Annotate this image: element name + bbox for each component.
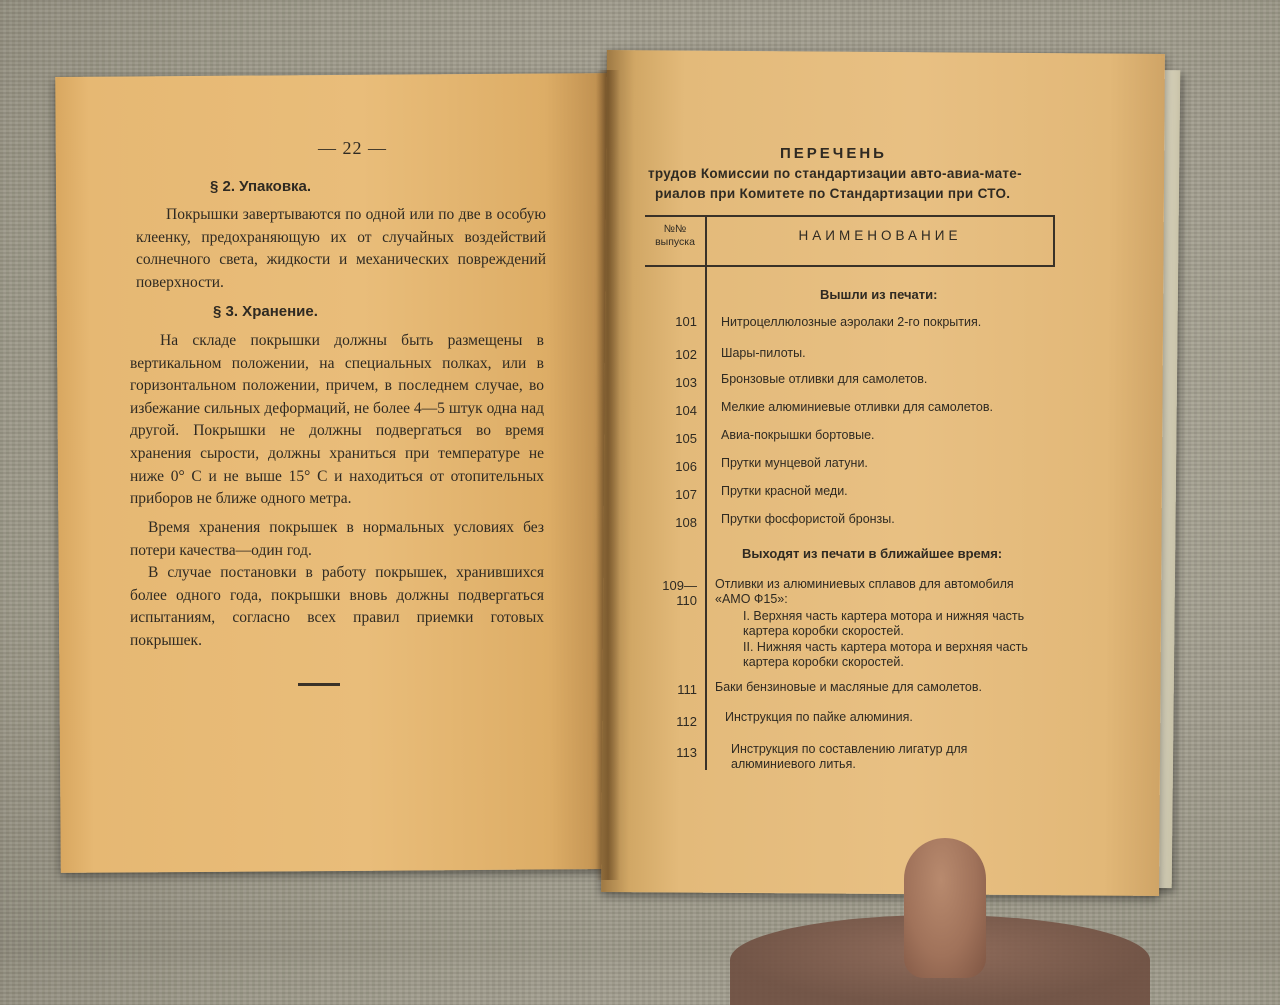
table-row-name: Отливки из алюминиевых сплавов для автомобиля «АМО Ф15»: [715, 577, 1014, 606]
book-gutter [596, 70, 620, 880]
table-row-number: 109—110 [662, 578, 697, 608]
table-row-name: Прутки фосфористой бронзы. [721, 512, 895, 526]
table-row-name: Авиа-покрышки бортовые. [721, 428, 875, 442]
table-row-number: 104 [675, 403, 697, 418]
list-subtitle-line-2: риалов при Комитете по Стандартизации при СТО. [655, 186, 1011, 201]
column-header-number: №№ выпуска [655, 223, 695, 248]
end-rule [298, 683, 340, 686]
table-row-name: Инструкция по составлению лигатур для алюминиевого литья. [731, 742, 968, 771]
table-column-divider [705, 215, 707, 770]
table-row-name: Мелкие алюминиевые отливки для самолетов. [721, 400, 993, 414]
table-row-name: Баки бензиновые и масляные для самолетов. [715, 680, 982, 694]
table-row-name: Бронзовые отливки для самолетов. [721, 372, 928, 386]
table-row-number: 105 [675, 431, 697, 446]
section-3-paragraph-3: В случае постановки в работу покрышек, хранившихся более одного года, покрышки вновь должны подвергаться испытаниям, согласно всех правил приемки готовых покрышек. [130, 564, 544, 649]
table-row-number: 102 [675, 347, 697, 362]
group-heading-published: Вышли из печати: [820, 287, 938, 302]
table-sub-item: I. Верхняя часть картера мотора и нижняя часть картера коробки скоростей. [743, 609, 1025, 638]
column-header-name: НАИМЕНОВАНИЕ [798, 228, 962, 243]
table-row-number: 113 [676, 745, 697, 760]
table-header-rule [645, 265, 1055, 267]
table-row-name: Шары-пилоты. [721, 346, 806, 360]
section-2-heading: § 2. Упаковка. [210, 178, 312, 195]
page-number: — 22 — [318, 138, 387, 158]
table-sub-item: II. Нижняя часть картера мотора и верхняя часть картера коробки скоростей. [743, 640, 1028, 669]
table-row-number: 101 [675, 314, 697, 329]
publications-table [645, 215, 1055, 770]
table-row-number: 103 [675, 375, 697, 390]
table-top-rule [645, 215, 1055, 217]
table-row-name: Инструкция по пайке алюминия. [725, 710, 913, 724]
table-row-number: 111 [677, 682, 697, 697]
table-row-number: 108 [675, 515, 697, 530]
group-heading-forthcoming: Выходят из печати в ближайшее время: [742, 546, 1003, 561]
table-row-name: Прутки красной меди. [721, 484, 848, 498]
section-3-paragraph-1: На складе покрышки должны быть размещены в вертикальном положении, на специальных полках, или в горизонтальном положении, причем, в последнем случае, во избежание сильных деформаций, не более 4—5 штук одна над другой. Покрышки не должны подвергаться во время хранения сырости, должны храниться при температуре не ниже 0° C и не выше 15° C и находиться от отопительных приборов не ближе одного метра. [130, 332, 544, 508]
table-row-name: Прутки мунцевой латуни. [721, 456, 868, 470]
finger [904, 838, 986, 978]
table-row-number: 112 [676, 714, 697, 729]
table-row-number: 106 [675, 459, 697, 474]
list-title: ПЕРЕЧЕНЬ [780, 145, 887, 162]
section-3-paragraph-2: Время хранения покрышек в нормальных условиях без потери качества—один год. [130, 519, 544, 559]
table-row-number: 107 [675, 487, 697, 502]
section-2-text: Покрышки завертываются по одной или по две в особую клеенку, предохраняющую их от случайных воздействий солнечного света, жидкости и механических повреждений поверхности. [136, 206, 546, 291]
section-3-heading: § 3. Хранение. [213, 303, 318, 320]
table-row-name: Нитроцеллюлозные аэролаки 2-го покрытия. [721, 315, 982, 329]
list-subtitle-line-1: трудов Комиссии по стандартизации авто-авиа-мате- [648, 166, 1022, 181]
